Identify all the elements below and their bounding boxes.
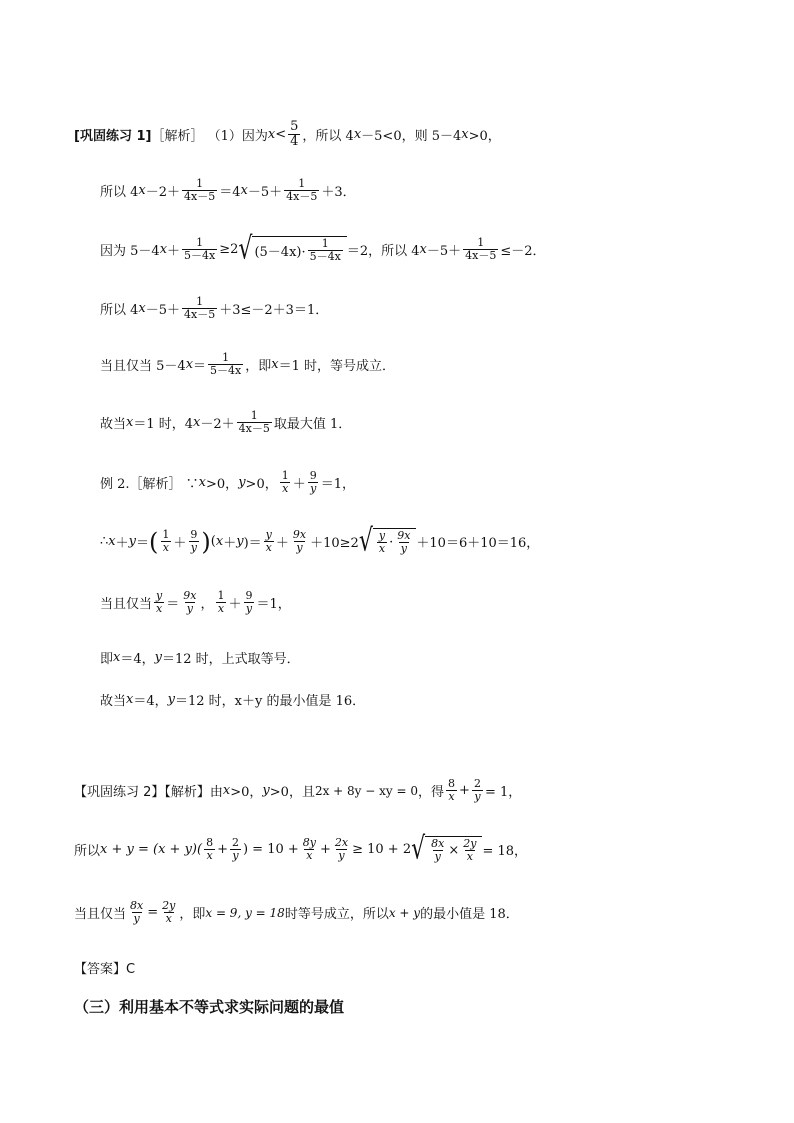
text: ＝1 时，4 xyxy=(133,417,194,433)
text: ，即 xyxy=(245,359,272,375)
text: －2＋ xyxy=(145,185,181,201)
text: × xyxy=(448,843,460,859)
var-x: x xyxy=(159,242,168,258)
text: ＝1， xyxy=(320,477,356,493)
numerator: 1 xyxy=(321,237,329,250)
text: >0，且 xyxy=(269,785,315,801)
var-x: x xyxy=(185,357,194,373)
var-x: x xyxy=(461,127,469,143)
solution-line6 xyxy=(100,410,351,435)
denominator: 4x－5 xyxy=(286,190,318,204)
fraction xyxy=(188,529,199,554)
numerator: 2x xyxy=(334,836,349,849)
denominator: x xyxy=(165,912,172,926)
text: －2＋ xyxy=(200,417,235,433)
denominator: 5－4x xyxy=(210,364,242,378)
text: ＋ xyxy=(292,477,306,493)
var-y: y xyxy=(167,692,175,707)
var-x: x xyxy=(138,183,146,199)
numerator: 1 xyxy=(196,295,204,308)
fraction xyxy=(429,838,446,863)
solution-line2 xyxy=(100,178,356,203)
text: 当且仅当 5－4 xyxy=(100,359,186,375)
practice2-derivation xyxy=(74,831,528,867)
fraction xyxy=(280,470,291,495)
fraction xyxy=(446,778,457,803)
fraction xyxy=(243,590,254,615)
text: 取最大值 1． xyxy=(273,417,352,433)
text: －5<0，则 5－4 xyxy=(361,129,462,145)
text: ＋ xyxy=(223,536,237,552)
var-y: y xyxy=(128,534,136,550)
paren: ) xyxy=(201,527,211,556)
fraction xyxy=(308,470,319,495)
solution-values xyxy=(100,648,300,667)
equality-condition xyxy=(100,590,291,615)
text: ， xyxy=(200,597,214,613)
fraction xyxy=(301,837,318,862)
denominator: x xyxy=(306,849,313,863)
text: ≤－2． xyxy=(500,244,546,260)
text: = xyxy=(147,905,159,921)
solution-line3 xyxy=(100,231,546,267)
text: + xyxy=(459,783,470,799)
fraction xyxy=(237,410,272,435)
text: ＋ xyxy=(173,536,187,552)
numerator: 1 xyxy=(217,589,225,602)
numerator: 9 xyxy=(309,469,317,482)
denominator: y xyxy=(133,912,140,926)
text: ＋ xyxy=(275,536,289,552)
equation: 2x + 8y − xy = 0 xyxy=(314,783,419,798)
numerator: 1 xyxy=(196,177,204,190)
denominator: y xyxy=(245,602,253,616)
text: ＋ xyxy=(167,244,181,260)
text: ＋ xyxy=(228,597,242,613)
denominator: 4x－5 xyxy=(238,422,270,436)
text: ［解析］ （1）因为 xyxy=(151,129,268,145)
practice2-label: 【巩固练习 2】【解析】由 xyxy=(74,785,223,801)
minimum-conclusion xyxy=(100,690,365,709)
text: ＝4， xyxy=(133,694,168,709)
numerator: 1 xyxy=(196,236,204,249)
text: 所以 4 xyxy=(100,303,139,319)
text: 所以 xyxy=(74,844,101,860)
text: = 18， xyxy=(482,844,528,860)
text: 当且仅当 xyxy=(74,907,127,923)
numerator: 2 xyxy=(473,777,481,790)
text: ) = 10 + xyxy=(242,842,299,858)
solution-line4 xyxy=(100,296,328,321)
text: >0， xyxy=(468,129,501,145)
text: (5－4x)· xyxy=(254,245,306,261)
var-x: x xyxy=(419,242,427,258)
expr: x + y = (x + y)( xyxy=(100,842,203,858)
text: ＋3≤－2＋3＝1． xyxy=(219,303,329,319)
denominator: y xyxy=(338,849,345,863)
var-x: x xyxy=(353,127,362,143)
text: 所以 4 xyxy=(100,185,139,201)
numerator: 8 xyxy=(206,836,214,849)
denominator: x xyxy=(156,602,163,616)
numerator: y xyxy=(156,589,163,602)
var-x: x xyxy=(198,475,207,491)
var-x: x xyxy=(267,127,276,143)
fraction xyxy=(215,590,226,615)
solution-line5 xyxy=(100,352,395,377)
fraction xyxy=(230,837,241,862)
numerator: y xyxy=(265,528,272,541)
numerator: 9 xyxy=(190,528,198,541)
denominator: x xyxy=(217,602,225,616)
square-root xyxy=(411,831,482,867)
fraction xyxy=(463,237,498,262)
radical-sign: √ xyxy=(238,231,253,267)
denominator: y xyxy=(186,602,193,616)
text: 当且仅当 xyxy=(100,597,153,613)
text: 因为 5－4 xyxy=(100,244,160,260)
paren: ( xyxy=(149,527,159,556)
square-root xyxy=(358,523,417,559)
fraction xyxy=(284,178,319,203)
fraction xyxy=(154,590,164,615)
fraction xyxy=(181,590,198,615)
numerator: 1 xyxy=(298,177,306,190)
text: ＝4， xyxy=(120,652,155,667)
numerator: 1 xyxy=(222,351,230,364)
fraction xyxy=(264,529,274,554)
var-y: y xyxy=(154,650,162,665)
var-x: x xyxy=(222,783,231,799)
fraction xyxy=(308,238,343,263)
var-x: x xyxy=(126,692,134,707)
numerator: 2y xyxy=(463,837,477,850)
numerator: 8x xyxy=(130,899,144,912)
text: ＝1， xyxy=(256,597,291,613)
text: ＝12 时，上式取等号． xyxy=(162,652,300,667)
text: ＋10≥2 xyxy=(310,536,359,552)
text: >0， xyxy=(245,477,278,493)
numerator: 5 xyxy=(290,119,299,134)
denominator: y xyxy=(310,482,317,496)
radical-sign: √ xyxy=(358,523,373,559)
fraction xyxy=(208,352,243,377)
numerator: 8y xyxy=(302,836,316,849)
denominator: 4 xyxy=(290,134,299,150)
numerator: 1 xyxy=(250,409,258,422)
text: ＝12 时，x＋y 的最小值是 16． xyxy=(175,694,366,709)
denominator: y xyxy=(232,849,239,863)
text: ＝ xyxy=(136,536,150,552)
text: ＝ xyxy=(166,597,180,613)
denominator: 5－4x xyxy=(309,250,341,264)
numerator: 1 xyxy=(477,236,485,249)
text: )＝ xyxy=(243,536,262,552)
text: + xyxy=(319,842,331,858)
text: · xyxy=(389,535,394,551)
practice1-line1 xyxy=(74,120,501,150)
var-y: y xyxy=(238,475,246,491)
var-x: x xyxy=(113,650,121,665)
text: 故当 xyxy=(100,694,127,709)
denominator: y xyxy=(400,542,407,556)
numerator: 8 xyxy=(448,777,456,790)
practice2-conclusion xyxy=(74,900,519,925)
fraction xyxy=(204,837,215,862)
text: ＋10＝6＋10＝16， xyxy=(416,536,540,552)
numerator: 9 xyxy=(245,589,253,602)
text: ＝2，所以 4 xyxy=(346,244,420,260)
radicand xyxy=(252,236,346,263)
denominator: x xyxy=(378,542,386,556)
fraction xyxy=(472,778,483,803)
text: + xyxy=(217,842,228,858)
radical-sign: √ xyxy=(411,831,426,867)
numerator: 9x xyxy=(397,529,411,542)
denominator: x xyxy=(466,850,473,864)
radicand xyxy=(425,836,482,863)
example2-line xyxy=(100,470,355,495)
fraction xyxy=(288,120,300,150)
text: ，即 xyxy=(179,907,206,923)
square-root xyxy=(238,231,346,267)
numerator: 2y xyxy=(162,899,176,912)
radicand xyxy=(373,528,417,555)
denominator: y xyxy=(434,850,441,864)
fraction xyxy=(461,838,478,863)
fraction xyxy=(291,529,308,554)
var-y: y xyxy=(262,783,270,799)
practice1-label: [巩固练习 1] xyxy=(74,129,152,145)
text: 例 2.［解析］ ∵ xyxy=(100,477,199,493)
denominator: 5－4x xyxy=(184,249,216,263)
text: 时等号成立，所以 xyxy=(284,907,389,923)
text: ∴ xyxy=(100,534,109,550)
var-x: x xyxy=(126,415,134,431)
text: －5＋ xyxy=(145,303,181,319)
denominator: 4x－5 xyxy=(184,190,216,204)
text: >0， xyxy=(206,477,239,493)
text: －5＋ xyxy=(247,185,283,201)
fraction xyxy=(333,837,350,862)
example2-derivation xyxy=(100,523,540,559)
text: ，所以 4 xyxy=(302,129,354,145)
denominator: x xyxy=(282,482,289,496)
fraction xyxy=(182,296,217,321)
text: 故当 xyxy=(100,417,127,433)
fraction xyxy=(182,178,217,203)
text: >0， xyxy=(230,785,263,801)
var-x: x xyxy=(240,183,248,199)
text: －5＋ xyxy=(426,244,462,260)
var-x: x xyxy=(138,301,146,317)
text: ≥2 xyxy=(219,242,239,258)
text: < xyxy=(275,127,287,143)
text: ≥ 10 + 2 xyxy=(352,842,412,858)
numerator: 8x xyxy=(431,837,445,850)
numerator: 1 xyxy=(162,528,170,541)
numerator: y xyxy=(378,529,386,542)
numerator: 9x xyxy=(183,589,197,602)
denominator: x xyxy=(206,849,213,863)
denominator: x xyxy=(162,541,169,555)
section-heading: （三）利用基本不等式求实际问题的最值 xyxy=(74,998,345,1016)
var-x: x xyxy=(271,357,279,373)
var-x: x xyxy=(193,415,201,431)
text: ＋3． xyxy=(321,185,356,201)
text: = 1， xyxy=(484,785,522,801)
text: ( xyxy=(210,534,216,550)
text: 的最小值是 18． xyxy=(420,907,519,923)
denominator: y xyxy=(474,790,481,804)
expr: x + y xyxy=(388,905,421,920)
denominator: x xyxy=(448,790,455,804)
text: ＝4 xyxy=(219,185,241,201)
var-x: x xyxy=(215,534,224,550)
var-y: y xyxy=(236,534,244,550)
answer-line: 【答案】C xyxy=(74,962,136,977)
text: ，得 xyxy=(418,785,445,801)
numerator: 1 xyxy=(281,469,289,482)
denominator: 4x－5 xyxy=(465,249,497,263)
fraction xyxy=(160,529,171,554)
var-x: x xyxy=(108,534,116,550)
text: 即 xyxy=(100,652,114,667)
fraction xyxy=(377,530,387,555)
denominator: y xyxy=(296,541,303,555)
practice2-line1 xyxy=(74,778,521,803)
text: ＝1 时，等号成立． xyxy=(278,359,396,375)
fraction xyxy=(182,237,217,262)
text: ＋ xyxy=(115,536,129,552)
text: ＝ xyxy=(193,359,207,375)
fraction xyxy=(395,530,412,555)
denominator: 4x－5 xyxy=(184,308,216,322)
fraction xyxy=(128,900,145,925)
expr: x = 9, y = 18 xyxy=(205,905,285,920)
fraction xyxy=(160,900,177,925)
denominator: y xyxy=(190,541,198,555)
numerator: 9x xyxy=(292,528,307,541)
numerator: 2 xyxy=(231,836,239,849)
denominator: x xyxy=(265,541,272,555)
